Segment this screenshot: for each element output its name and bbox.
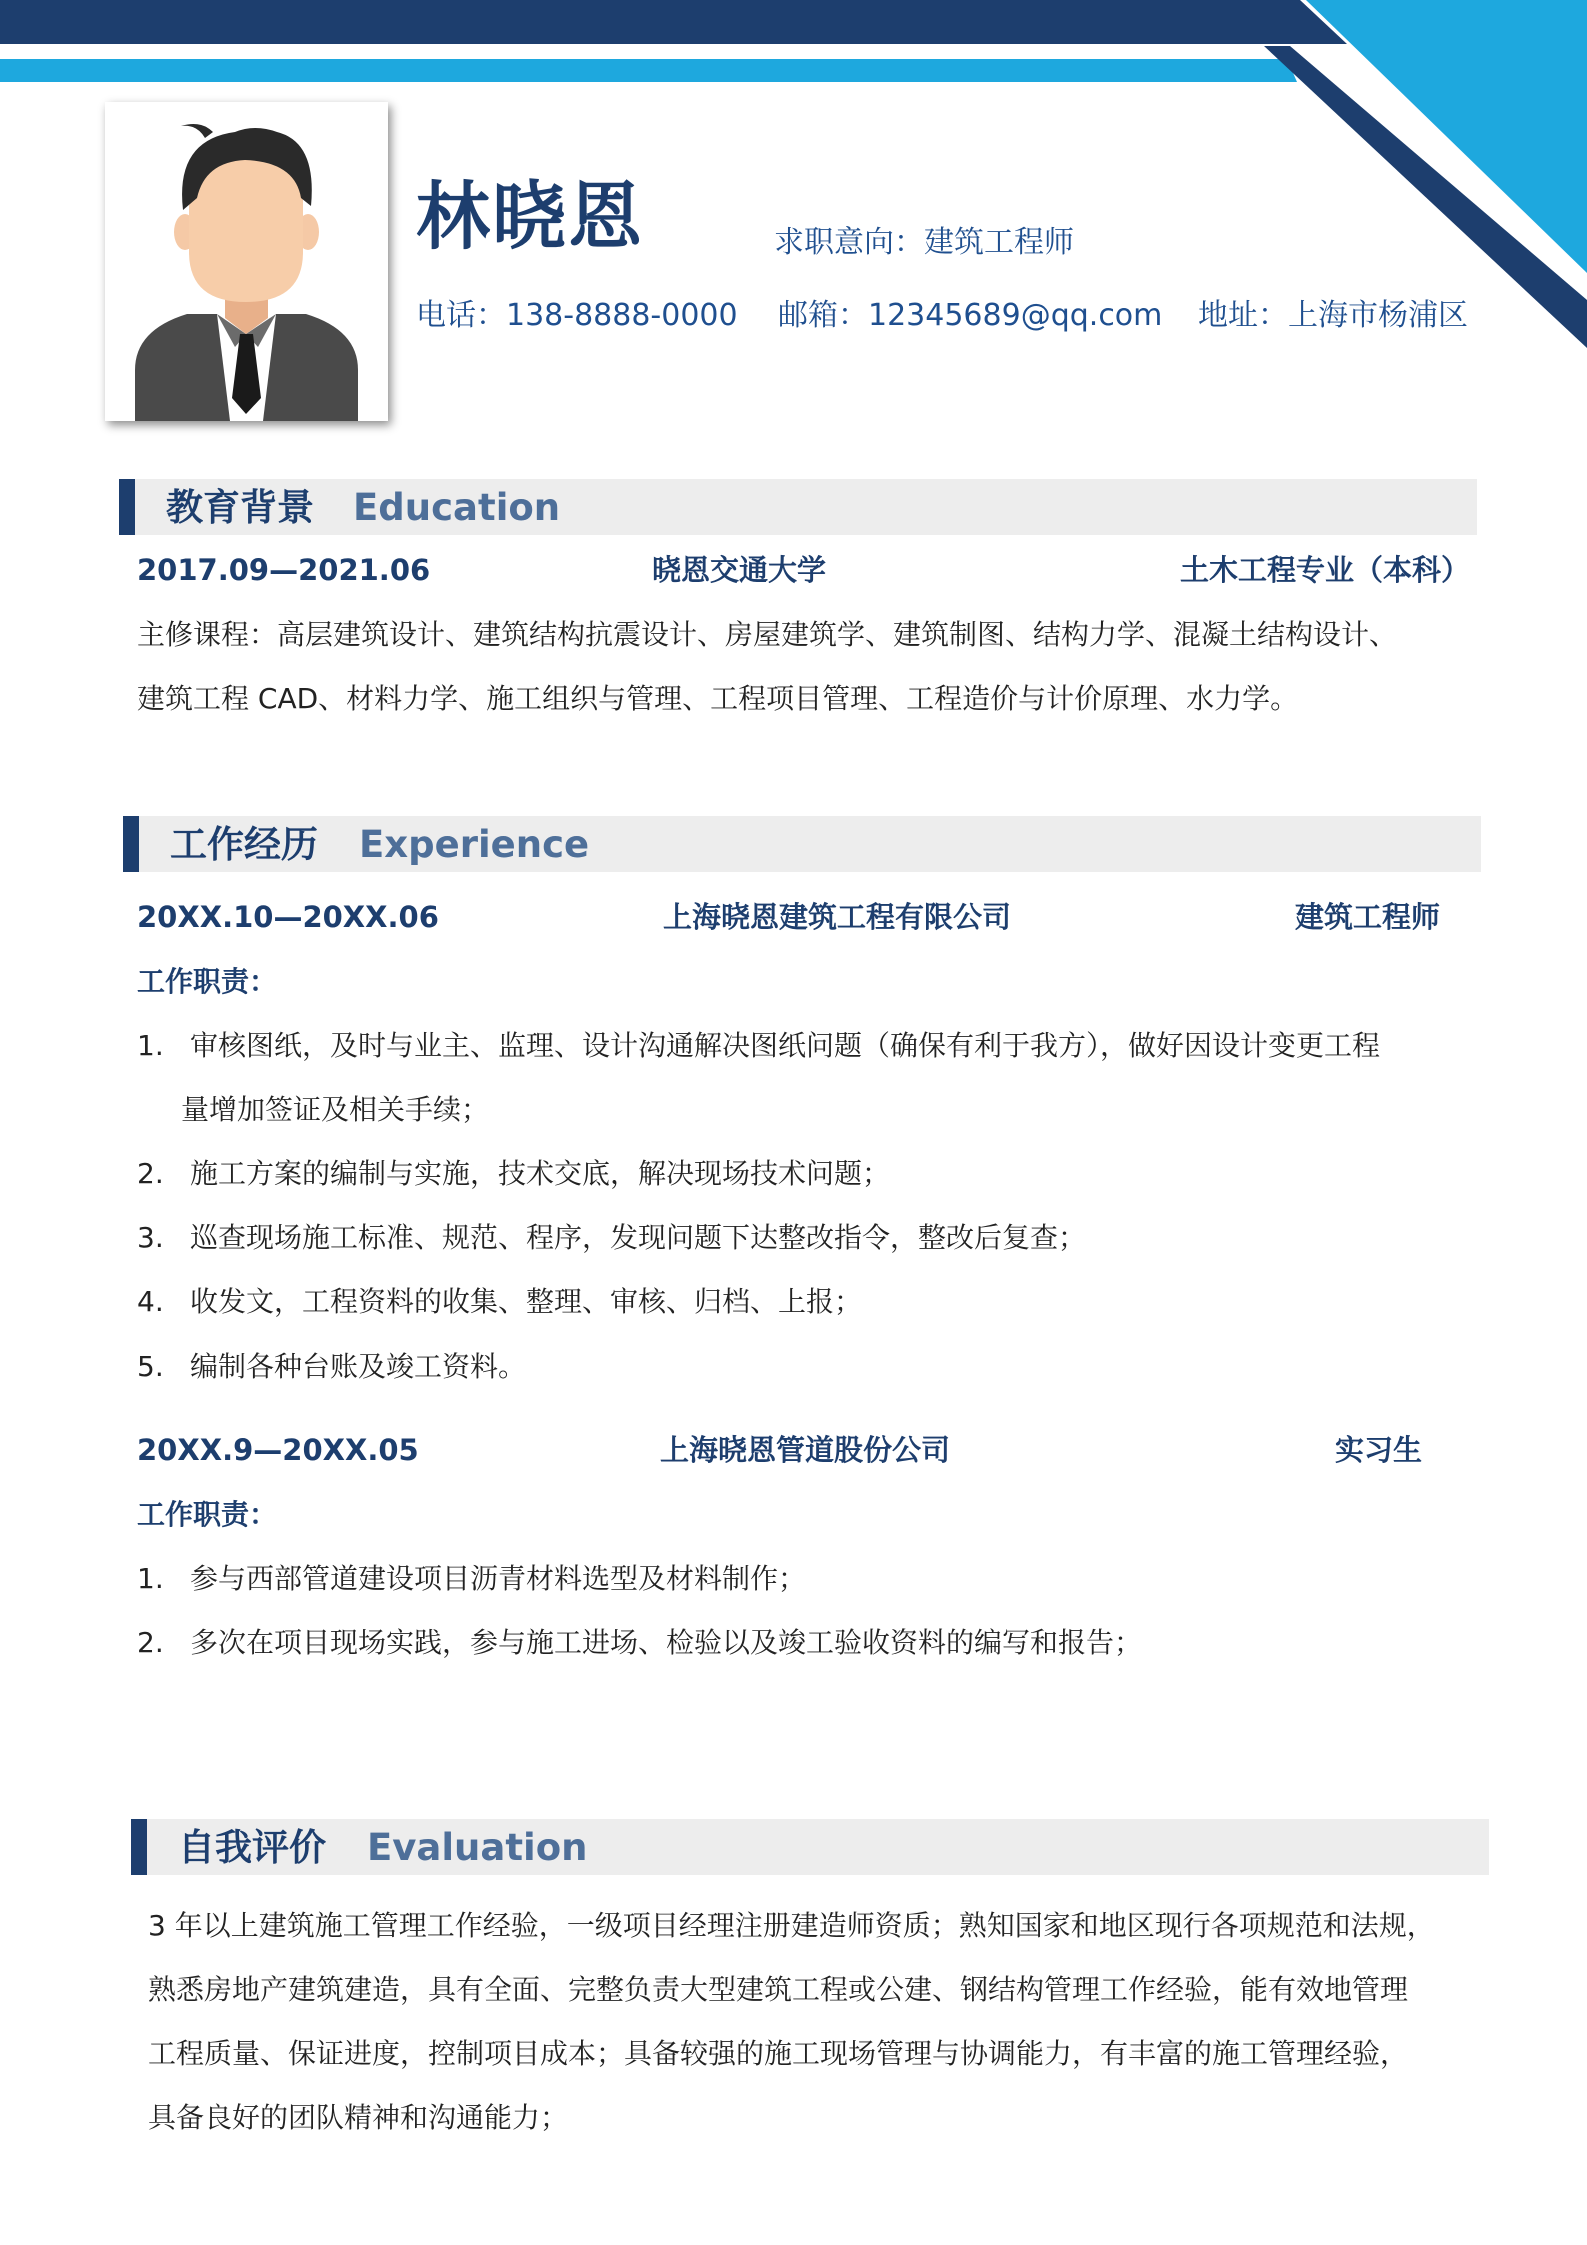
duty-item: 审核图纸，及时与业主、监理、设计沟通解决图纸问题（确保有利于我方），做好因设计变更工程 [190, 1029, 1381, 1062]
person-avatar-icon [105, 102, 388, 421]
section-header-experience [123, 816, 1481, 872]
section-bar [131, 1819, 147, 1875]
job-period: 20XX.10—20XX.06 [137, 900, 439, 934]
job-intention: 求职意向：建筑工程师 [774, 225, 1074, 260]
job-period: 20XX.9—20XX.05 [137, 1433, 419, 1467]
email: 邮箱：12345689@qq.com [778, 298, 1163, 333]
evaluation-line: 熟悉房地产建筑建造，具有全面、完整负责大型建筑工程或公建、钢结构管理工作经验，能有效地管理 [148, 1973, 1409, 2006]
section-title-en: Evaluation [367, 1826, 588, 1869]
duty-number: 2. [137, 1626, 164, 1659]
section-title-cn: 工作经历 [170, 823, 318, 866]
duty-number: 4. [137, 1285, 164, 1318]
education-major: 土木工程专业（本科） [1180, 553, 1471, 587]
duty-item: 收发文，工程资料的收集、整理、审核、归档、上报； [190, 1285, 863, 1318]
duty-number: 3. [137, 1221, 164, 1254]
section-title-en: Education [353, 486, 561, 529]
job-position: 建筑工程师 [1295, 900, 1441, 934]
duties-label: 工作职责： [137, 965, 278, 998]
evaluation-line: 工程质量、保证进度，控制项目成本；具备较强的施工现场管理与协调能力，有丰富的施工管理经验， [148, 2037, 1409, 2070]
section-header-education [119, 479, 1477, 535]
education-courses-line2: 建筑工程 CAD、材料力学、施工组织与管理、工程项目管理、工程造价与计价原理、水力学。 [137, 682, 1299, 715]
section-title-cn: 教育背景 [166, 486, 314, 529]
candidate-name: 林晓恩 [416, 174, 644, 260]
section-header-evaluation [131, 1819, 1489, 1875]
duty-item-continued: 量增加签证及相关手续； [181, 1093, 490, 1126]
evaluation-line: 3 年以上建筑施工管理工作经验，一级项目经理注册建造师资质；熟知国家和地区现行各项规范和法规， [148, 1909, 1435, 1942]
education-courses-line1: 主修课程：高层建筑设计、建筑结构抗震设计、房屋建筑学、建筑制图、结构力学、混凝土结构设计、 [137, 618, 1398, 651]
evaluation-line: 具备良好的团队精神和沟通能力； [148, 2101, 569, 2134]
duty-item: 巡查现场施工标准、规范、程序，发现问题下达整改指令，整改后复查； [190, 1221, 1087, 1254]
duty-number: 1. [137, 1562, 164, 1595]
section-bar [119, 479, 135, 535]
profile-photo [105, 102, 388, 421]
job-company: 上海晓恩管道股份公司 [660, 1433, 951, 1467]
section-bar [123, 816, 139, 872]
duty-item: 多次在项目现场实践，参与施工进场、检验以及竣工验收资料的编写和报告； [190, 1626, 1143, 1659]
section-title-cn: 自我评价 [178, 1826, 326, 1869]
education-school: 晓恩交通大学 [652, 553, 827, 587]
duty-number: 5. [137, 1350, 164, 1383]
duty-item: 施工方案的编制与实施，技术交底，解决现场技术问题； [190, 1157, 891, 1190]
job-position: 实习生 [1335, 1433, 1423, 1467]
duty-item: 编制各种台账及竣工资料。 [190, 1350, 527, 1383]
phone: 电话：138-8888-0000 [416, 298, 738, 333]
duty-item: 参与西部管道建设项目沥青材料选型及材料制作； [190, 1562, 807, 1595]
education-period: 2017.09—2021.06 [137, 553, 431, 587]
address: 地址：上海市杨浦区 [1198, 298, 1468, 333]
duty-number: 2. [137, 1157, 164, 1190]
section-title-en: Experience [359, 823, 590, 866]
job-company: 上海晓恩建筑工程有限公司 [663, 900, 1012, 934]
duties-label: 工作职责： [137, 1498, 278, 1531]
duty-number: 1. [137, 1029, 164, 1062]
